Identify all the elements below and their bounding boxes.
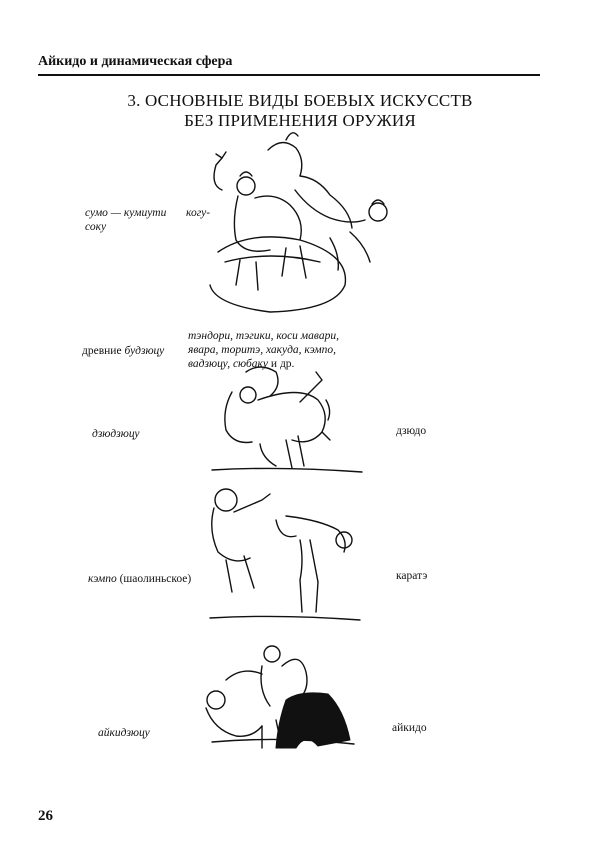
label-sumo-kumiuti: сумо — кумиути <box>85 207 167 219</box>
chapter-title-line2: БЕЗ ПРИМЕНЕНИЯ ОРУЖИЯ <box>184 111 416 130</box>
list-line-1: тэндори, тэгики, коси мавари, <box>188 330 339 342</box>
karate-illustration <box>210 489 360 620</box>
sumo-illustration <box>210 133 387 312</box>
list-line-3: вадзюцу, сюбаку и др. <box>188 358 295 370</box>
label-aikido: айкидо <box>392 722 427 734</box>
label-sumo-soku: соку <box>85 221 107 233</box>
judo-illustration <box>212 367 362 472</box>
running-title: Айкидо и динамическая сфера <box>38 54 233 69</box>
label-kempo: кэмпо (шаолиньское) <box>88 573 192 585</box>
label-judo: дзюдо <box>396 425 427 437</box>
page-number: 26 <box>38 808 53 824</box>
label-ancient-budzyutsu: древние будзюцу <box>82 345 165 357</box>
label-jujutsu: дзюдзюцу <box>92 428 140 440</box>
label-sumo-kogu: когу- <box>186 207 211 219</box>
list-line-2: явара, торитэ, хакуда, кэмпо, <box>188 344 336 356</box>
label-aikijujutsu: айкидзюцу <box>98 727 150 739</box>
label-karate: каратэ <box>396 570 428 582</box>
hakama-shape <box>276 693 350 748</box>
chapter-title-line1: 3. ОСНОВНЫЕ ВИДЫ БОЕВЫХ ИСКУССТВ <box>127 91 473 110</box>
